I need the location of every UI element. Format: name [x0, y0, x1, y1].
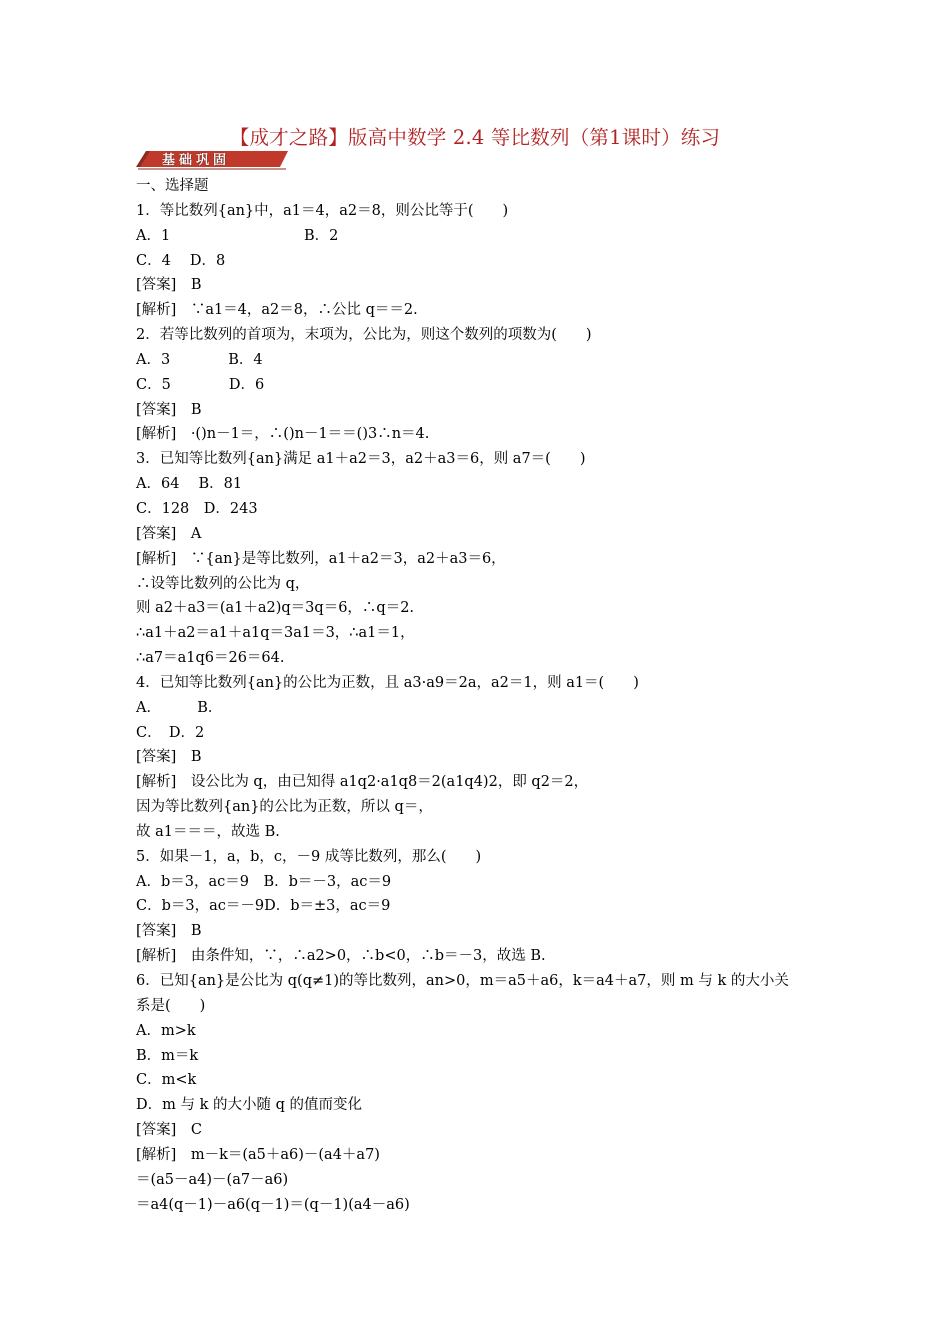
question-3-explanation-3: 则 a2＋a3＝(a1＋a2)q＝3q＝6，∴q＝2.	[136, 600, 415, 617]
option-b: B．2	[304, 227, 339, 244]
question-4-explanation-1: [解析] 设公比为 q，由已知得 a1q2·a1q8＝2(a1q4)2，即 q2＝2，	[136, 774, 589, 791]
question-5-answer: [答案] B	[136, 923, 202, 940]
question-4: 4．已知等比数列{an}的公比为正数，且 a3·a9＝2a，a2＝1，则 a1＝( )	[136, 674, 639, 691]
question-6-explanation-2: ＝(a5－a4)－(a7－a6)	[136, 1171, 289, 1188]
question-2-options-ab: A．3 B．4	[136, 351, 263, 368]
question-3-options-ab: A．64 B．81	[136, 476, 243, 493]
banner-label: 基础巩固	[162, 153, 231, 168]
question-6-line-2: 系是( )	[136, 997, 206, 1014]
question-3-answer: [答案] A	[136, 525, 202, 542]
question-3-explanation-2: ∴设等比数列的公比为 q，	[136, 575, 310, 592]
question-3: 3．已知等比数列{an}满足 a1＋a2＝3，a2＋a3＝6，则 a7＝( )	[136, 451, 586, 468]
question-5-explanation: [解析] 由条件知，∵，∴a2>0，∴b<0，∴b＝－3，故选 B.	[136, 948, 546, 965]
question-2-answer: [答案] B	[136, 401, 202, 418]
question-5-options-ab: A．b＝3，ac＝9 B．b＝－3，ac＝9	[136, 873, 392, 890]
question-6-option-b: B．m＝k	[136, 1047, 199, 1064]
question-5: 5．如果－1，a，b，c，－9 成等比数列，那么( )	[136, 848, 482, 865]
question-3-explanation-4: ∴a1＋a2＝a1＋a1q＝3a1＝3，∴a1＝1，	[136, 625, 415, 642]
document-body	[136, 174, 826, 1217]
option-a: A．1	[136, 227, 171, 244]
question-6-line-1: 6．已知{an}是公比为 q(q≠1)的等比数列，an>0，m＝a5＋a6，k＝a4＋a7，则 m 与 k 的大小关	[136, 973, 789, 989]
question-6-answer: [答案] C	[136, 1122, 202, 1139]
section-heading: 一、选择题	[136, 178, 209, 194]
question-6-explanation-1: [解析] m－k＝(a5＋a6)－(a4＋a7)	[136, 1146, 380, 1163]
question-4-answer: [答案] B	[136, 749, 202, 766]
question-6-option-d: D．m 与 k 的大小随 q 的值而变化	[136, 1097, 362, 1114]
question-1: 1．等比数列{an}中，a1＝4，a2＝8，则公比等于( )	[136, 202, 509, 219]
question-2-options-cd: C．5 D．6	[136, 376, 265, 393]
section-banner	[136, 147, 288, 171]
question-4-explanation-2: 因为等比数列{an}的公比为正数，所以 q＝，	[136, 799, 433, 816]
question-3-options-cd: C．128 D．243	[136, 500, 258, 517]
question-6-explanation-3: ＝a4(q－1)－a6(q－1)＝(q－1)(a4－a6)	[136, 1196, 410, 1213]
question-6-option-a: A．m>k	[136, 1022, 196, 1039]
question-6-option-c: C．m<k	[136, 1072, 197, 1089]
question-1-answer: [答案] B	[136, 277, 202, 294]
question-4-options-cd: C． D．2	[136, 724, 205, 741]
question-1-options-ab	[136, 224, 826, 249]
document-title: 【成才之路】版高中数学 2.4 等比数列（第1课时）练习	[229, 126, 721, 149]
question-4-explanation-3: 故 a1＝＝＝，故选 B.	[136, 823, 280, 840]
question-1-explanation: [解析] ∵a1＝4，a2＝8，∴公比 q＝＝2.	[136, 302, 418, 319]
question-2-explanation: [解析] ·()n－1＝，∴()n－1＝＝()3∴n＝4.	[136, 426, 430, 443]
question-5-options-cd: C．b＝3，ac＝－9D．b＝±3，ac＝9	[136, 898, 391, 915]
question-2: 2．若等比数列的首项为，末项为，公比为，则这个数列的项数为( )	[136, 327, 592, 344]
question-4-options-ab: A． B．	[136, 699, 223, 716]
question-3-explanation-1: [解析] ∵{an}是等比数列，a1＋a2＝3，a2＋a3＝6，	[136, 550, 506, 567]
question-1-options-cd: C．4 D．8	[136, 252, 226, 269]
question-3-explanation-5: ∴a7＝a1q6＝26＝64.	[136, 650, 285, 667]
